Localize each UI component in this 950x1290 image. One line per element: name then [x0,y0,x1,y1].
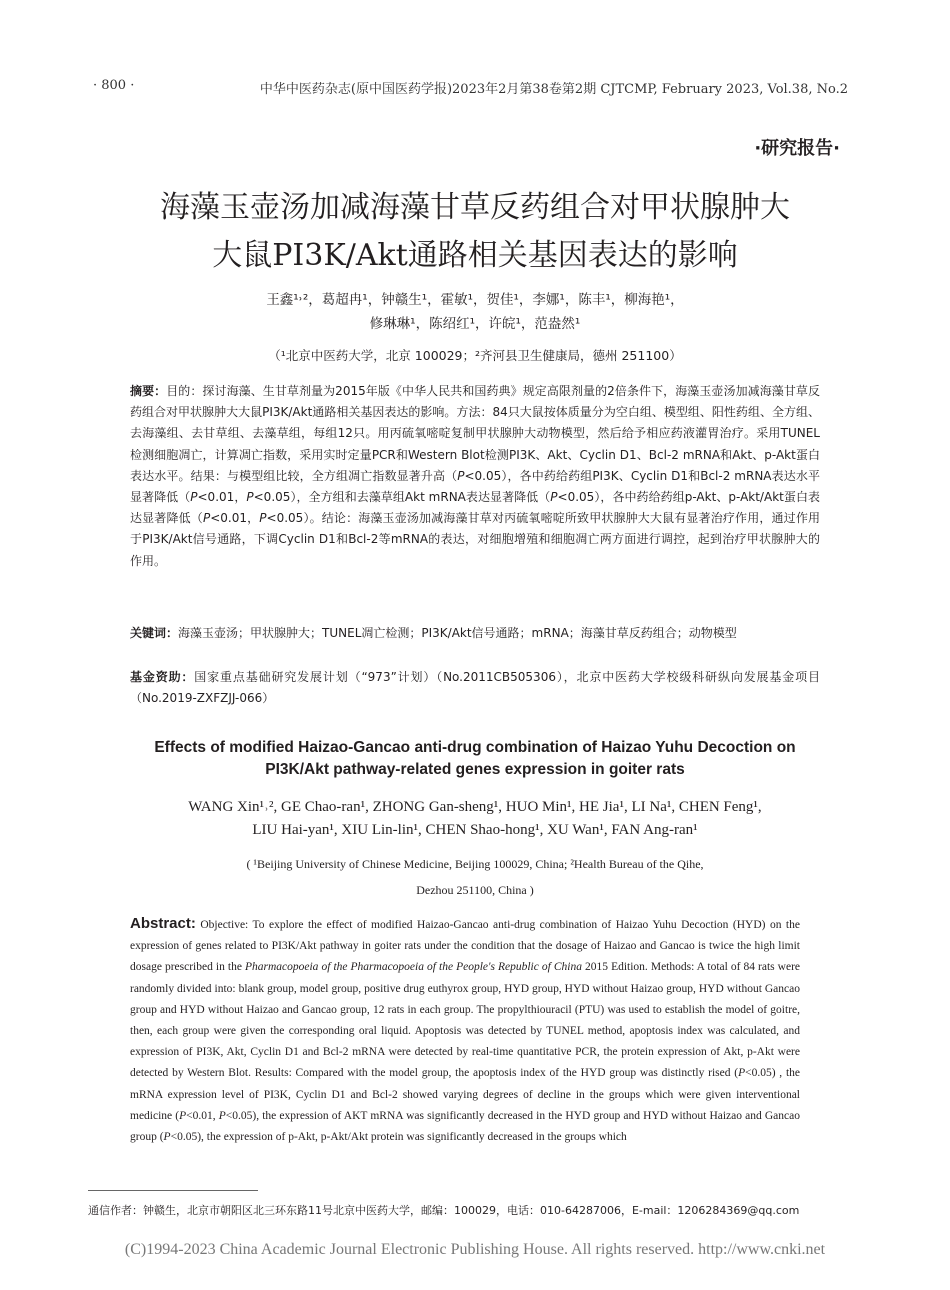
pharmacopoeia-title-italic: Pharmacopoeia of the Pharmacopoeia of the People's Republic of China [244,961,582,974]
chinese-keywords-text: 海藻玉壶汤；甲状腺肿大；TUNEL凋亡检测；PI3K/Akt信号通路；mRNA；海藻甘草反药组合；动物模型 [178,626,737,640]
p-value-italic: P [246,490,254,505]
chinese-keywords-label: 关键词： [130,626,179,640]
chinese-abstract-text: <0.05），全方组和去藻草组Akt mRNA表达显著降低（ [253,490,551,505]
chinese-authors-line1: 王鑫¹˒²，葛超冉¹，钟赣生¹，霍敏¹，贺佳¹，李娜¹，陈丰¹，柳海艳¹， [266,292,684,308]
english-abstract-text: <0.05), the expression of p-Akt, p-Akt/Akt protein was significantly decreased in the groups which [170,1131,627,1144]
chinese-affiliation: （¹北京中医药大学，北京 100029；²齐河县卫生健康局，德州 251100） [268,348,682,363]
chinese-funding [130,667,820,709]
chinese-abstract-text: <0.05），各中药给药组PI3K、Cyclin D1和Bcl-2 mRNA表达水平显著降低（ [130,468,820,505]
chinese-abstract-text: <0.05）。结论：海藻玉壶汤加减海藻甘草对丙硫氧嘧啶所致甲状腺肿大大鼠有显著治疗作用，通过作用于PI3K/Akt信号通路，下调Cyclin D1和Bcl-2等mRNA的表达，对细胞增殖和细胞凋亡两方面进行调控，起到治疗甲状腺肿大的作用。 [130,511,820,568]
chinese-abstract-text: <0.01， [210,511,260,526]
english-title-line2: PI3K/Akt pathway-related genes expression in goiter rats [265,761,685,778]
english-authors-line2: LIU Hai-yan¹, XIU Lin-lin¹, CHEN Shao-hong¹, XU Wan¹, FAN Ang-ran¹ [252,822,698,838]
p-value-italic: P [202,511,211,526]
english-abstract-text: Objective: To explore the effect of modified Haizao-Gancao anti-drug combination of Haizao Yuhu Decoction (HYD) on the expression of genes related to PI3K/Akt pathway in goiter rats under the condition that the dosage of Haizao and Gancao is twice the high limit dosage prescribed in the [130,919,800,974]
chinese-keywords [130,623,820,644]
english-affiliation-line1: ( ¹Beijing University of Chinese Medicine, Beijing 100029, China; ²Health Bureau of the Qihe, [246,857,704,871]
english-authors-line1: WANG Xin¹˒², GE Chao-ran¹, ZHONG Gan-sheng¹, HUO Min¹, HE Jia¹, LI Na¹, CHEN Feng¹, [188,799,762,815]
chinese-authors-line2: 修琳琳¹，陈绍红¹，许皖¹，范盎然¹ [369,316,581,332]
english-abstract-text: 2015 Edition. Methods: A total of 84 rats were randomly divided into: blank group, model group, positive drug euthyrox group, HYD group, HYD without Haizao group, HYD without Gancao group and HYD without Haizao and Gancao group, 12 rats in each group. The propylthiouracil (PTU) was used to establish the model of goitre, then, each group were given the corresponding oral liquid. Apoptosis was detected by TUNEL method, apoptosis index was calculated, and expression of PI3K, Akt, Cyclin D1 and Bcl-2 mRNA were detected by real-time quantitative PCR, the protein expression of Akt, p-Akt were detected by Western Blot. Results: Compared with the model group, the apoptosis index of the HYD group was distinctly rised ( [130,961,801,1080]
chinese-title-line2: 大鼠PI3K/Akt通路相关基因表达的影响 [212,238,738,273]
p-value-italic: P [218,1109,226,1122]
chinese-abstract-text: <0.05），各中药给药组p-Akt、p-Akt/Akt蛋白表达显著降低（ [130,490,820,526]
chinese-abstract-label: 摘要： [130,384,167,398]
english-title [0,737,950,781]
p-value-italic: P [190,490,198,505]
english-abstract-label: Abstract: [130,915,196,932]
chinese-funding-text: 国家重点基础研究发展计划（“973”计划）（No.2011CB505306），北京中医药大学校级科研纵向发展基金项目（No.2019-ZXFZJJ-066） [130,670,820,706]
english-abstract [130,913,800,1148]
footnote-divider [88,1190,258,1191]
chinese-abstract [130,381,820,572]
chinese-abstract-text: 目的：探讨海藻、生甘草剂量为2015年版《中华人民共和国药典》规定高限剂量的2倍条件下，海藻玉壶汤加减海藻甘草反药组合对甲状腺肿大大鼠PI3K/Akt通路相关基因表达的影响。方法：84只大鼠按体质量分为空白组、模型组、阳性药组、全方组、去海藻组、去甘草组、去藻草组，每组12只。用丙硫氧嘧啶复制甲状腺肿大动物模型，然后给予相应药液灌胃治疗。采用TUNEL检测细胞凋亡，计算凋亡指数，采用实时定量PCR和Western Blot检测PI3K、Akt、Cyclin D1、Bcl-2 mRNA和Akt、p-Akt蛋白表达水平。结果：与模型组比较，全方组凋亡指数显著升高（ [130,384,820,483]
p-value-italic: P [457,468,465,483]
english-abstract-text: <0.05), the expression of AKT mRNA was significantly decreased in the HYD group and HYD without Haizao and Gancao group ( [130,1109,800,1144]
chinese-title-line1: 海藻玉壶汤加减海藻甘草反药组合对甲状腺肿大 [160,190,790,225]
english-affiliation-line2: Dezhou 251100, China ) [416,883,534,897]
chinese-title [0,184,950,280]
p-value-italic: P [550,490,558,505]
p-value-italic: P [179,1109,187,1122]
english-abstract-text: <0.05) , the mRNA expression level of PI3K, Cyclin D1 and Bcl-2 showed varying degrees of decline in the groups which were given interventional medicine ( [130,1067,800,1122]
journal-header: 中华中医药杂志(原中国医药学报)2023年2月第38卷第2期 CJTCMP, February 2023, Vol.38, No.2 [259,82,848,97]
chinese-authors [0,288,950,336]
english-authors [0,796,950,842]
p-value-italic: P [738,1067,746,1080]
p-value-italic: P [259,511,267,526]
copyright-watermark: (C)1994-2023 China Academic Journal Electronic Publishing House. All rights reserved. http://www.cnki.net [124,1241,826,1258]
chinese-funding-label: 基金资助： [130,670,195,684]
english-title-line1: Effects of modified Haizao-Gancao anti-drug combination of Haizao Yuhu Decoction on [154,739,796,756]
chinese-abstract-text: <0.01， [197,490,247,505]
english-abstract-text: <0.01, [186,1109,219,1122]
section-tag: ·研究报告· [754,138,840,159]
corresponding-author-footnote: 通信作者：钟赣生，北京市朝阳区北三环东路11号北京中医药大学，邮编：100029，电话：010-64287006，E-mail：1206284369@qq.com [88,1204,800,1217]
p-value-italic: P [163,1131,171,1144]
english-affiliation [0,851,950,903]
page-number: · 800 · [93,78,135,93]
